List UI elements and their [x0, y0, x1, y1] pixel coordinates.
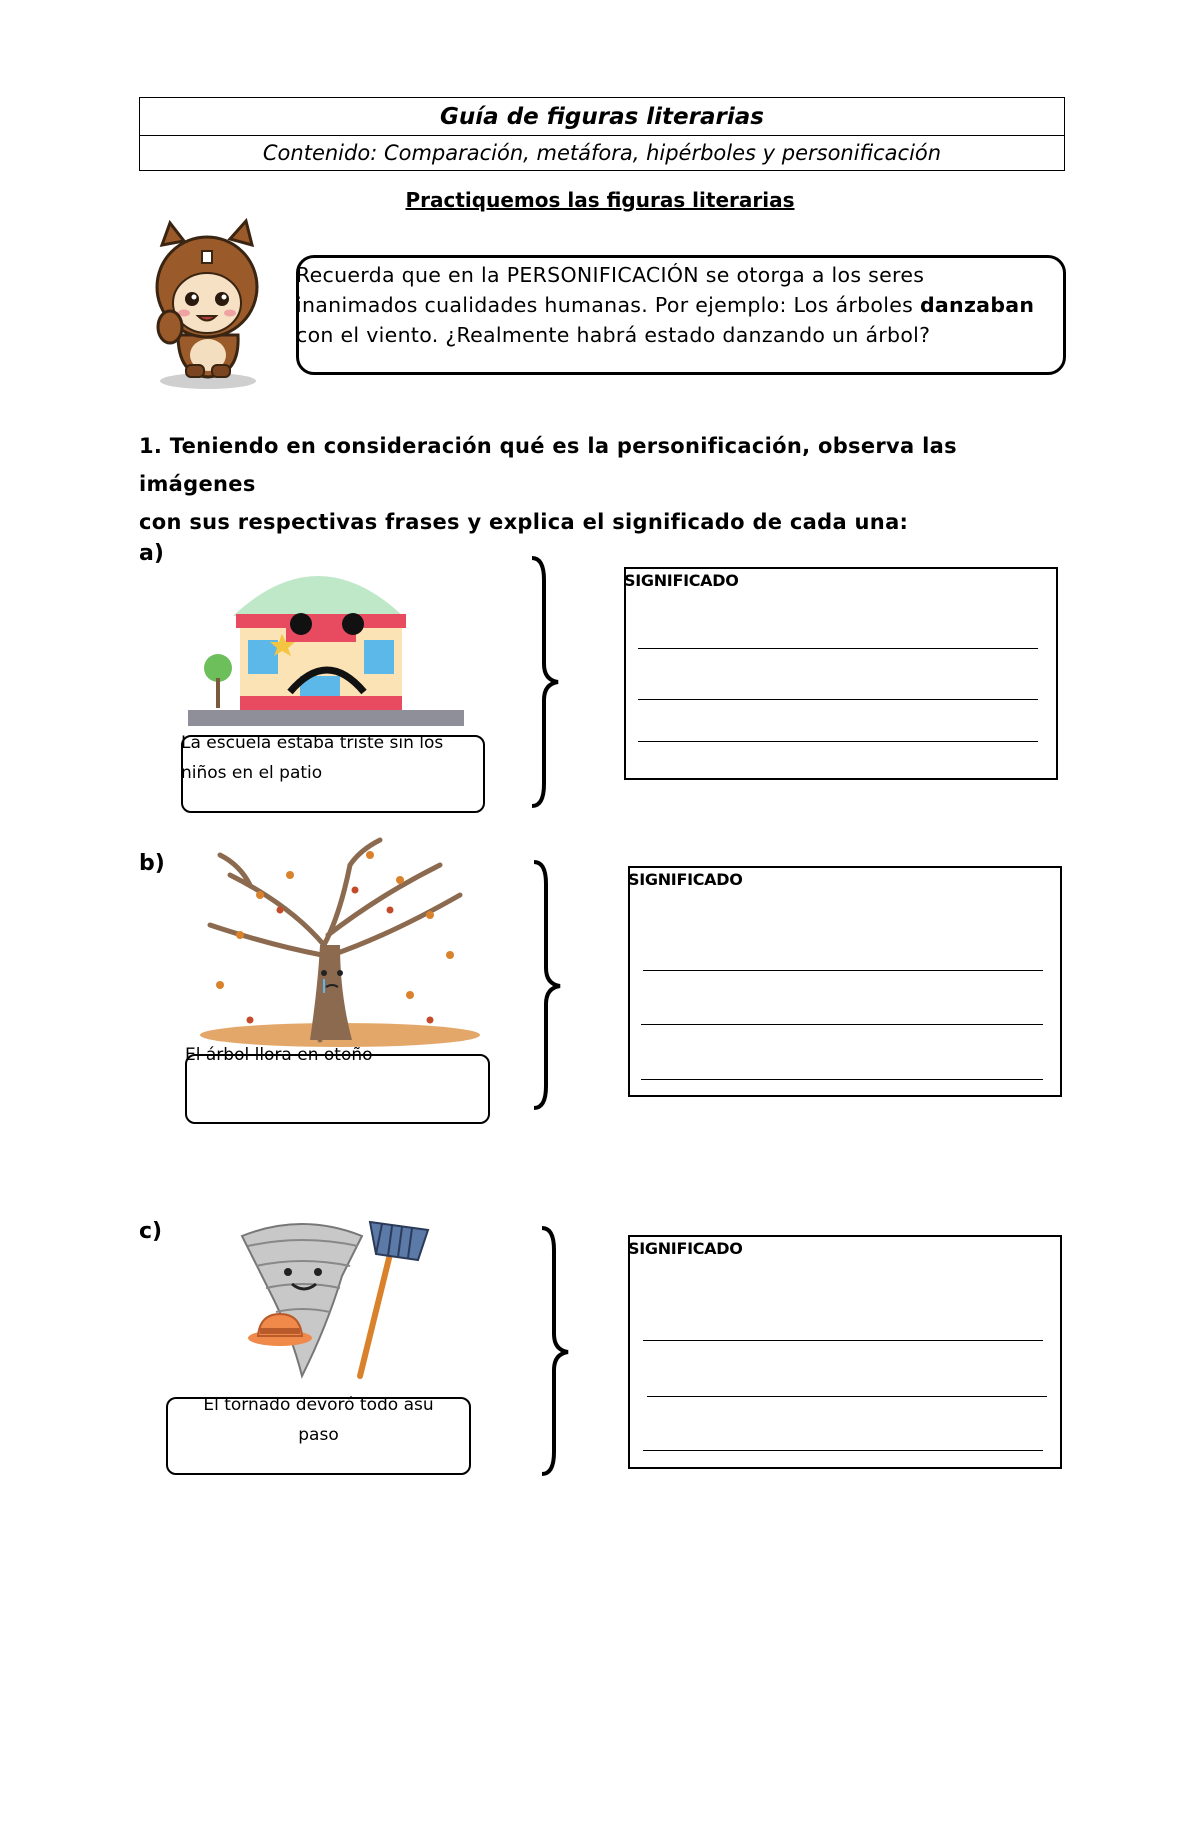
instruction-line1: 1. Teniendo en consideración qué es la personificación, observa las imágenes: [139, 434, 957, 496]
callout-line1-c: se otorga a los seres: [698, 263, 925, 287]
brace-b-icon: [530, 860, 566, 1110]
item-a-answer-title: SIGNIFICADO: [624, 571, 739, 590]
section-subtitle: Practiquemos las figuras literarias: [405, 188, 795, 212]
tornado-icon: [232, 1216, 432, 1396]
item-c-caption-line2: paso: [298, 1425, 339, 1445]
item-c-answer-line[interactable]: [647, 1396, 1047, 1397]
instruction-line2: con sus respectivas frases y explica el significado de cada una:: [139, 510, 909, 534]
item-a-label: a): [139, 541, 164, 566]
item-a-answer-box: [624, 567, 1058, 780]
item-c-caption-line1: El tornado devoró todo asu: [203, 1395, 434, 1415]
item-c-answer-line[interactable]: [643, 1340, 1043, 1341]
item-c-answer-line[interactable]: [643, 1450, 1043, 1451]
callout-keyword-personificacion: PERSONIFICACIÓN: [506, 263, 699, 287]
brace-a-icon: [528, 556, 564, 808]
callout-line1-a: Recuerda que en la: [296, 263, 507, 287]
item-b-answer-line[interactable]: [641, 1079, 1043, 1080]
item-c-label: c): [139, 1219, 163, 1244]
callout-line2-a: inanimados cualidades humanas. Por ejemplo: Los árboles: [296, 293, 920, 317]
brace-c-icon: [538, 1226, 574, 1476]
beaver-mascot-icon: [148, 215, 266, 390]
instruction: [139, 427, 1039, 541]
reminder-text: [296, 260, 1066, 350]
item-b-caption: [185, 1040, 490, 1070]
worksheet-title: Guía de figuras literarias: [140, 98, 1064, 136]
item-a-caption-line1: La escuela estaba triste sin los: [181, 733, 444, 753]
item-a-answer-line[interactable]: [638, 648, 1038, 649]
crying-tree-icon: [190, 835, 490, 1050]
item-b-label: b): [139, 851, 165, 876]
item-b-caption-line1: El árbol llora en otoño: [185, 1045, 373, 1065]
worksheet-content: Contenido: Comparación, metáfora, hipérboles y personificación: [262, 141, 942, 165]
item-b-answer-line[interactable]: [641, 1024, 1043, 1025]
callout-line3: con el viento. ¿Realmente habrá estado danzando un árbol?: [296, 323, 931, 347]
item-a-answer-line[interactable]: [638, 741, 1038, 742]
item-c-caption: [166, 1390, 471, 1450]
item-c-answer-title: SIGNIFICADO: [628, 1239, 743, 1258]
sad-school-icon: [188, 556, 468, 736]
callout-keyword-danzaban: danzaban: [919, 293, 1035, 317]
item-c-answer-box: [628, 1235, 1062, 1469]
item-a-caption: [181, 728, 485, 788]
header-table: [139, 97, 1065, 171]
item-a-caption-line2: niños en el patio: [181, 763, 323, 783]
item-b-answer-line[interactable]: [643, 970, 1043, 971]
item-b-answer-title: SIGNIFICADO: [628, 870, 743, 889]
item-a-answer-line[interactable]: [638, 699, 1038, 700]
item-b-answer-box: [628, 866, 1062, 1097]
